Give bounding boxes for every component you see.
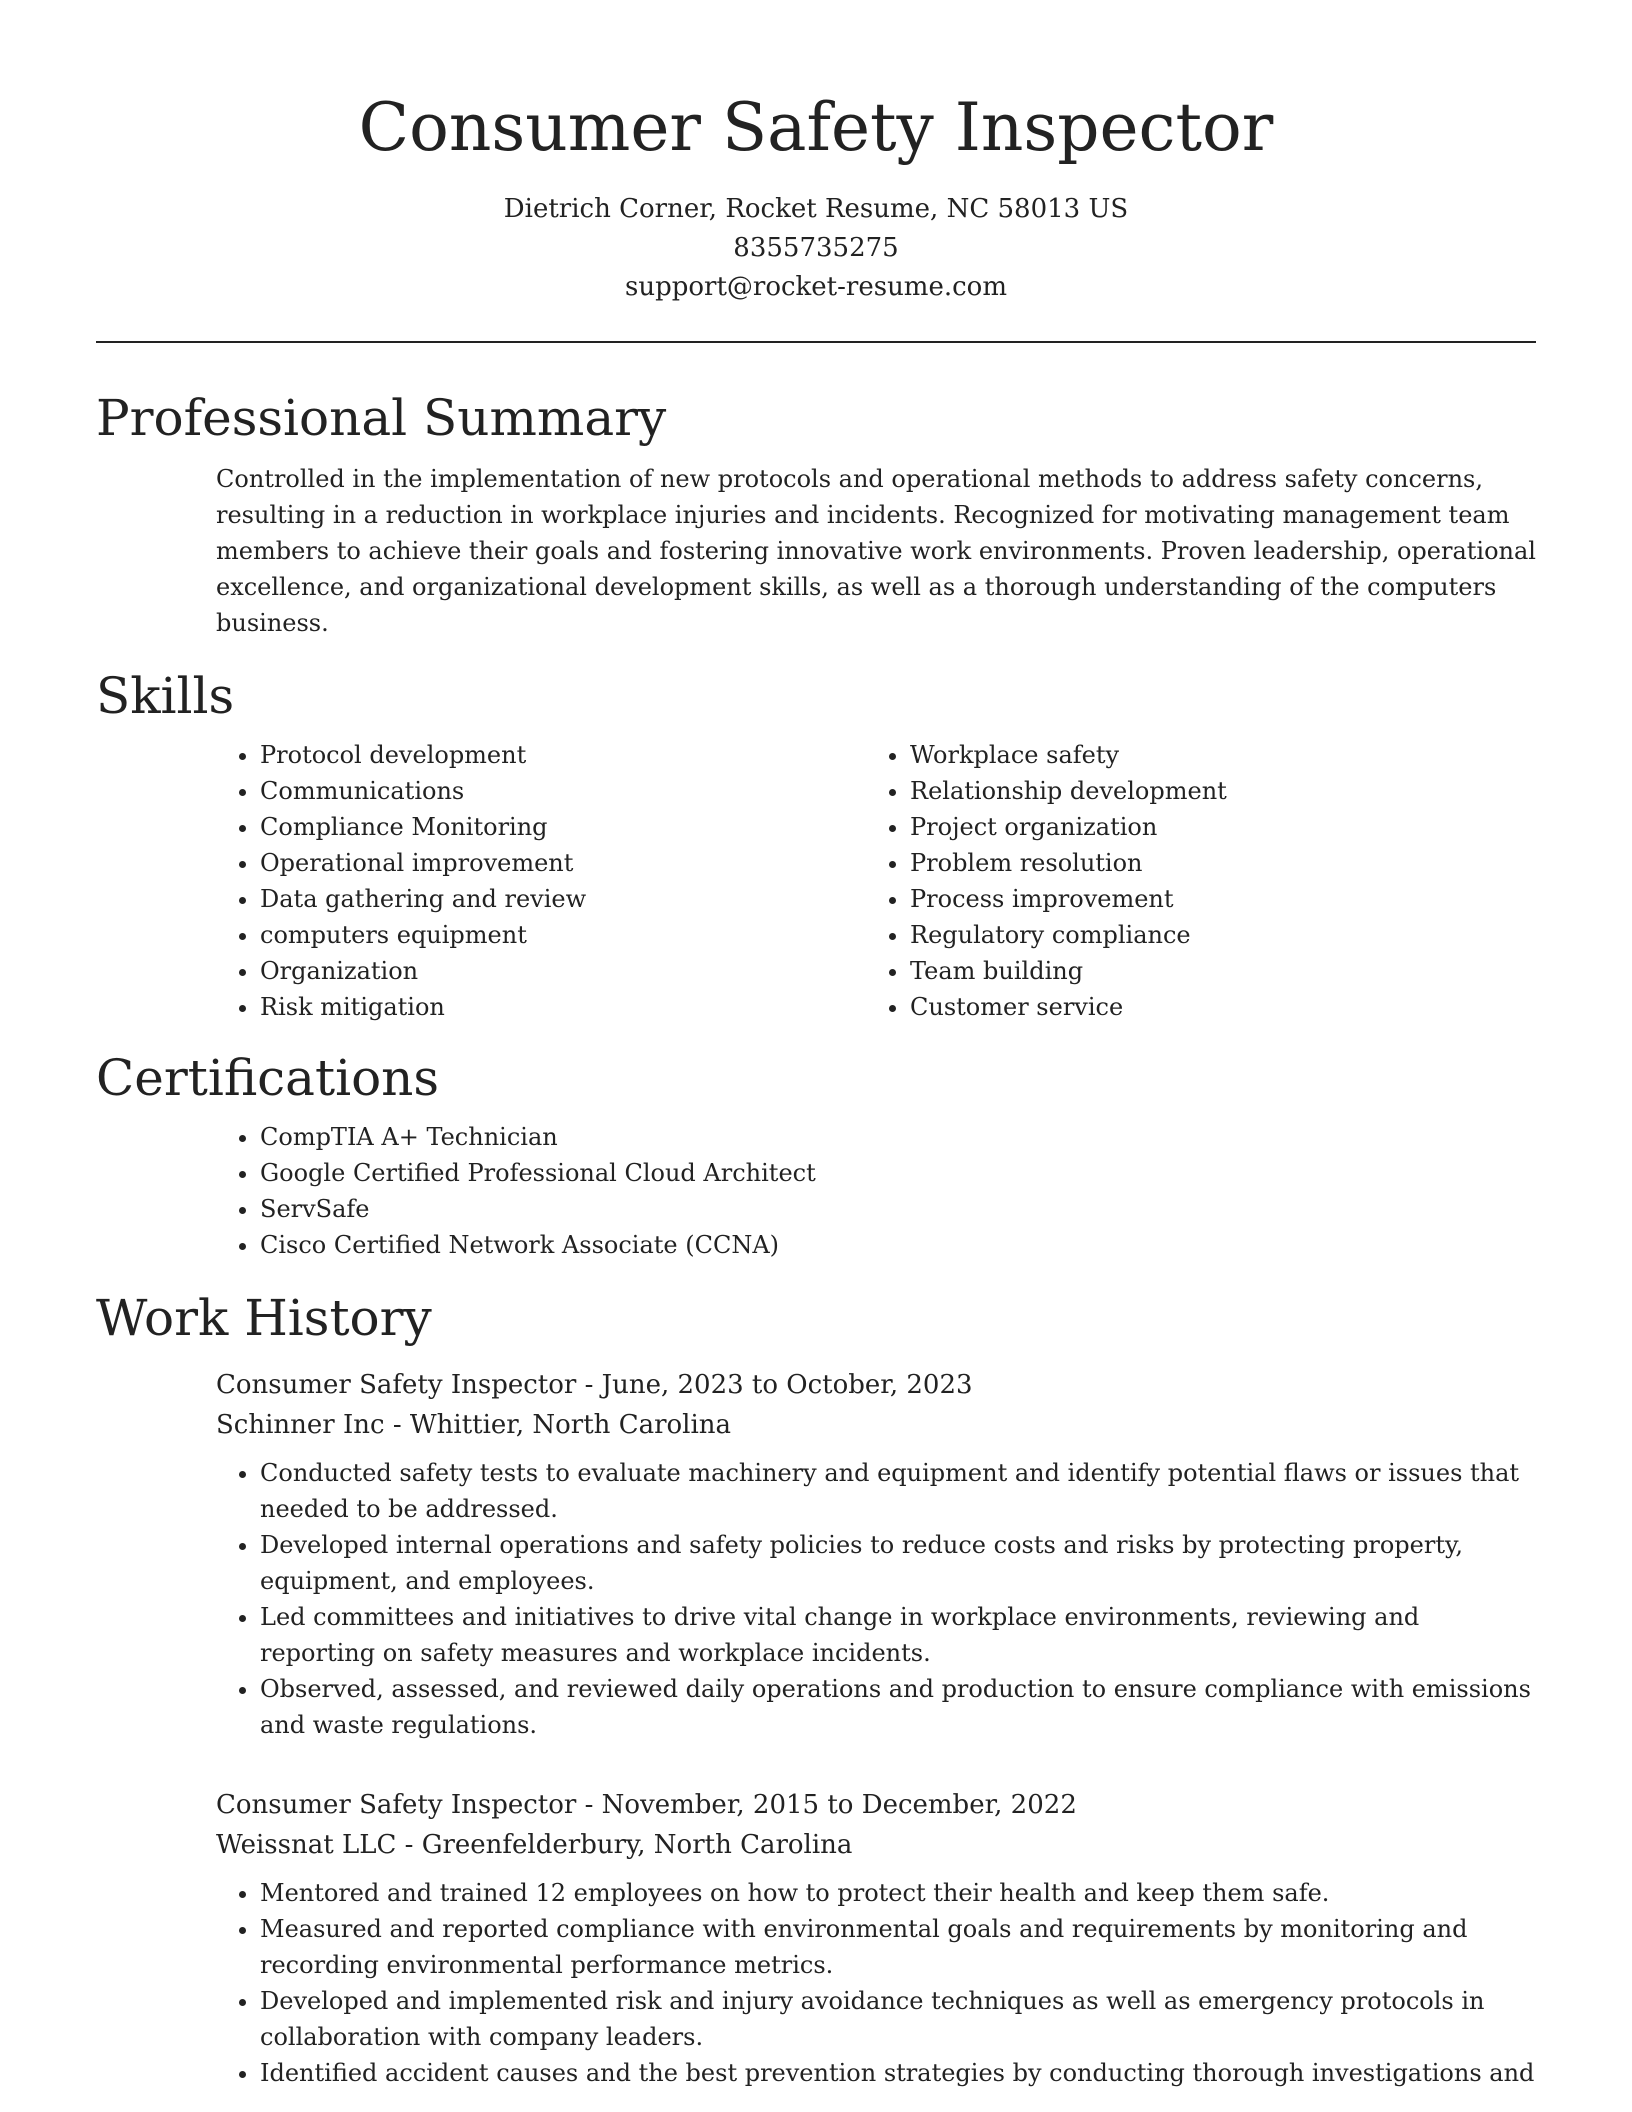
job-bullet: • Identified accident causes and the best prevention strategies by conducting thorough investigations and [260,2055,1536,2091]
job-title: Consumer Safety Inspector [216,1790,577,1820]
contact-address: Dietrich Corner, Rocket Resume, NC 58013 US [503,194,1129,224]
work-history-heading: Work History [96,1289,432,1347]
skill-item: • Team building [910,953,1516,989]
skill-item: • Data gathering and review [260,881,866,917]
certifications-heading: Certifications [96,1049,440,1107]
skill-item: • Process improvement [910,881,1516,917]
skill-item: • Customer service [910,989,1516,1025]
resume-header [96,0,1536,307]
skills-list-left [216,737,866,1025]
summary-heading: Professional Summary [96,389,667,447]
contact-phone: 8355735275 [733,233,899,263]
job-separator: - [384,1410,410,1440]
job-title-line [216,1365,1536,1405]
certification-item: • ServSafe [260,1191,1536,1227]
job-bullet: • Led committees and initiatives to drive vital change in workplace environments, reviewing and reporting on safety measures and workplace incidents. [260,1599,1536,1671]
job-company-line [216,1405,1536,1445]
job-company: Weissnat LLC [216,1830,397,1860]
job-title-line [216,1785,1536,1825]
job-separator: - [396,1830,422,1860]
contact-block [96,190,1536,307]
skill-item: • computers equipment [260,917,866,953]
skill-item: • Protocol development [260,737,866,773]
job-bullet: • Measured and reported compliance with environmental goals and requirements by monitoring and recording environmental performance metrics. [260,1911,1536,1983]
resume-page [96,0,1536,2091]
job-location: Whittier, North Carolina [409,1410,732,1440]
skill-item: • Regulatory compliance [910,917,1516,953]
skill-item: • Risk mitigation [260,989,866,1025]
skills-column-left [216,737,866,1025]
skill-item: • Compliance Monitoring [260,809,866,845]
certification-item: • Google Certified Professional Cloud Architect [260,1155,1536,1191]
job-bullet: • Conducted safety tests to evaluate machinery and equipment and identify potential flaws or issues that needed to be addressed. [260,1455,1536,1527]
skills-grid [216,737,1536,1025]
job-bullets [216,1455,1536,1743]
header-divider [96,341,1536,343]
job-separator: - [576,1370,602,1400]
skill-item: • Organization [260,953,866,989]
contact-email: support@rocket-resume.com [624,272,1007,302]
skill-item: • Communications [260,773,866,809]
job-bullet: • Developed and implemented risk and injury avoidance techniques as well as emergency protocols in collaboration with company leaders. [260,1983,1536,2055]
job-company: Schinner Inc [216,1410,385,1440]
certifications-section [96,1119,1536,1263]
job-bullets [216,1875,1536,2091]
certification-item: • CompTIA A+ Technician [260,1119,1536,1155]
certification-item: • Cisco Certified Network Associate (CCNA) [260,1227,1536,1263]
job-location: Greenfelderbury, North Carolina [421,1830,853,1860]
job-bullet: • Developed internal operations and safety policies to reduce costs and risks by protecting property, equipment, and employees. [260,1527,1536,1599]
job-separator: - [576,1790,602,1820]
skill-item: • Operational improvement [260,845,866,881]
job-entry [216,1365,1536,1743]
skill-item: • Workplace safety [910,737,1516,773]
candidate-title: Consumer Safety Inspector [358,89,1274,166]
skills-heading: Skills [96,667,235,725]
skill-item: • Project organization [910,809,1516,845]
job-bullet: • Observed, assessed, and reviewed daily operations and production to ensure compliance with emissions and waste regulations. [260,1671,1536,1743]
work-history-section [96,1365,1536,2091]
certifications-list [216,1119,1536,1263]
summary-text: Controlled in the implementation of new protocols and operational methods to address safety concerns, resulting in a reduction in workplace injuries and incidents. Recognized for motivating management team members to achieve their goals and fostering innovative work environments. Proven leadership, operational excellence, and organizational development skills, as well as a thorough understanding of the computers business. [216,465,1536,637]
job-company-line [216,1825,1536,1865]
summary-section [96,461,1536,641]
skills-column-right [866,737,1516,1025]
job-title: Consumer Safety Inspector [216,1370,577,1400]
job-dates: June, 2023 to October, 2023 [601,1370,973,1400]
skill-item: • Relationship development [910,773,1516,809]
skill-item: • Problem resolution [910,845,1516,881]
job-dates: November, 2015 to December, 2022 [601,1790,1077,1820]
skills-list-right [866,737,1516,1025]
job-bullet: • Mentored and trained 12 employees on how to protect their health and keep them safe. [260,1875,1536,1911]
job-entry [216,1785,1536,2091]
skills-section [96,737,1536,1025]
